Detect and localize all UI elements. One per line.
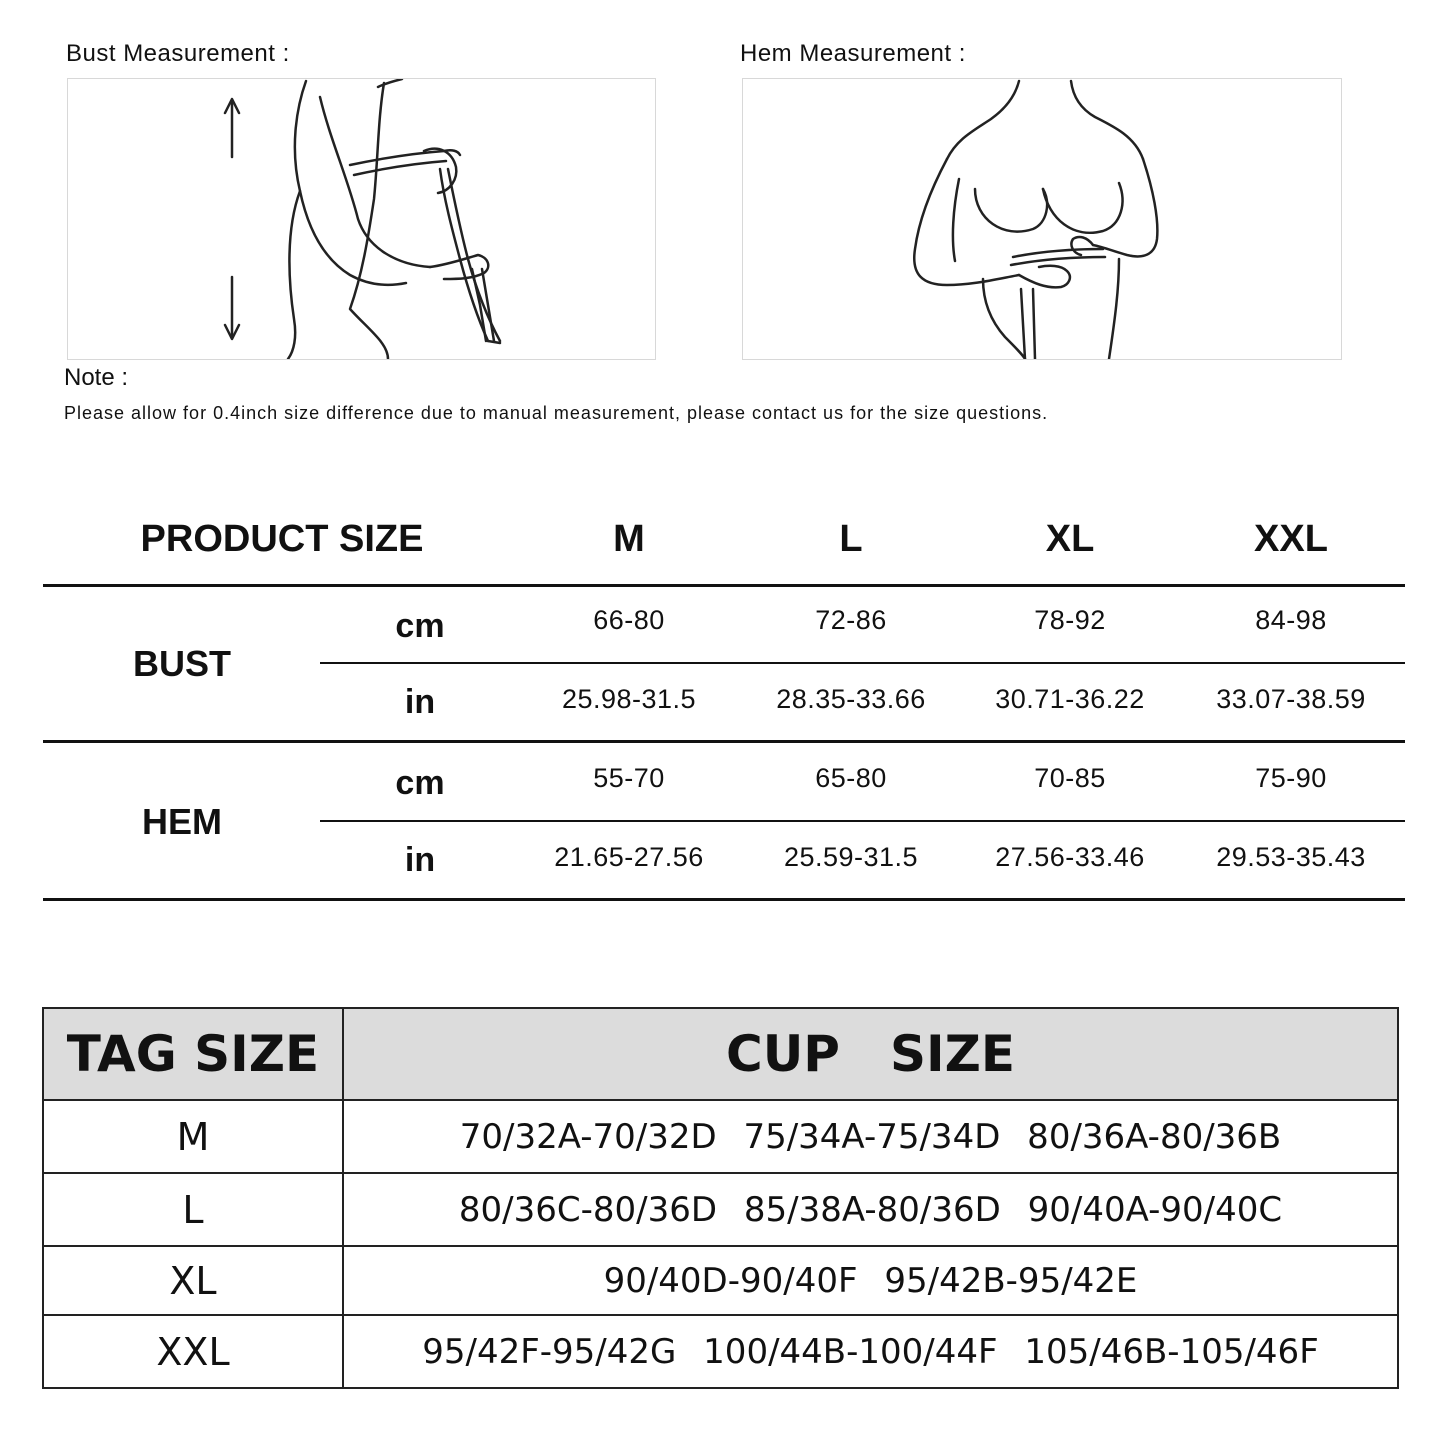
- table-rule-top: [43, 584, 1405, 587]
- tag-size-header: TAG SIZE: [43, 1008, 343, 1100]
- tag-size-table: [42, 1007, 1399, 1389]
- product-size-header: PRODUCT SIZE: [140, 518, 424, 560]
- hem-cm-xxl: 75-90: [1255, 763, 1327, 793]
- hem-in-xxl: 29.53-35.43: [1216, 842, 1366, 872]
- table-row: [43, 1246, 1398, 1315]
- table-rule-hem-mid: [320, 820, 1405, 822]
- hem-in-xl: 27.56-33.46: [995, 842, 1145, 872]
- bust-cm-m: 66-80: [593, 605, 665, 635]
- unit-cm: cm: [395, 764, 445, 802]
- bust-measurement-illustration: [67, 78, 656, 360]
- tag-size-xl: XL: [43, 1246, 343, 1315]
- hem-in-m: 21.65-27.56: [554, 842, 704, 872]
- hem-in-l: 25.59-31.5: [783, 842, 919, 872]
- size-header-m: M: [613, 518, 645, 560]
- hem-cm-l: 65-80: [815, 763, 887, 793]
- cup-sizes-xxl: 95/42F-95/42G 100/44B-100/44F 105/46B-105/46F: [343, 1315, 1398, 1388]
- unit-cm: cm: [395, 607, 445, 645]
- size-header-xxl: XXL: [1254, 518, 1328, 560]
- table-rule-middle: [43, 740, 1405, 743]
- cup-size-header: [343, 1008, 1398, 1100]
- note-text: Please allow for 0.4inch size difference due to manual measurement, please contact us for the size questions.: [64, 403, 1049, 423]
- unit-in: in: [404, 841, 436, 879]
- bust-cm-l: 72-86: [815, 605, 887, 635]
- hem-cm-xl: 70-85: [1034, 763, 1106, 793]
- table-row: [43, 1100, 1398, 1173]
- bust-cm-xl: 78-92: [1034, 605, 1106, 635]
- tag-size-l: L: [43, 1173, 343, 1246]
- row-label-bust: BUST: [133, 643, 231, 684]
- cup-sizes-m: 70/32A-70/32D 75/34A-75/34D 80/36A-80/36B: [343, 1100, 1398, 1173]
- table-row: [43, 1315, 1398, 1388]
- note-title: Note :: [64, 364, 129, 391]
- bust-in-m: 25.98-31.5: [561, 684, 697, 714]
- hem-measurement-label: Hem Measurement :: [740, 40, 966, 67]
- up-arrow-icon: [225, 99, 239, 157]
- unit-in: in: [404, 683, 436, 721]
- tag-size-xxl: XXL: [43, 1315, 343, 1388]
- table-row: [43, 1173, 1398, 1246]
- hem-measurement-illustration: [742, 78, 1342, 360]
- bust-in-l: 28.35-33.66: [776, 684, 926, 714]
- cup-sizes-l: 80/36C-80/36D 85/38A-80/36D 90/40A-90/40C: [343, 1173, 1398, 1246]
- bust-in-xl: 30.71-36.22: [995, 684, 1145, 714]
- cup-size-header-word2: SIZE: [889, 1025, 1015, 1083]
- tag-table-header-row: [43, 1008, 1398, 1100]
- tag-size-m: M: [43, 1100, 343, 1173]
- bust-measurement-label: Bust Measurement :: [66, 40, 290, 67]
- size-header-l: L: [839, 518, 863, 560]
- bust-cm-xxl: 84-98: [1255, 605, 1327, 635]
- row-label-hem: HEM: [142, 801, 222, 842]
- down-arrow-icon: [225, 277, 239, 339]
- size-header-xl: XL: [1045, 518, 1095, 560]
- cup-size-header-word1: CUP: [726, 1025, 840, 1083]
- table-rule-bottom: [43, 898, 1405, 901]
- bust-in-xxl: 33.07-38.59: [1216, 684, 1366, 714]
- cup-sizes-xl: 90/40D-90/40F 95/42B-95/42E: [343, 1246, 1398, 1315]
- table-rule-bust-mid: [320, 662, 1405, 664]
- hem-cm-m: 55-70: [593, 763, 665, 793]
